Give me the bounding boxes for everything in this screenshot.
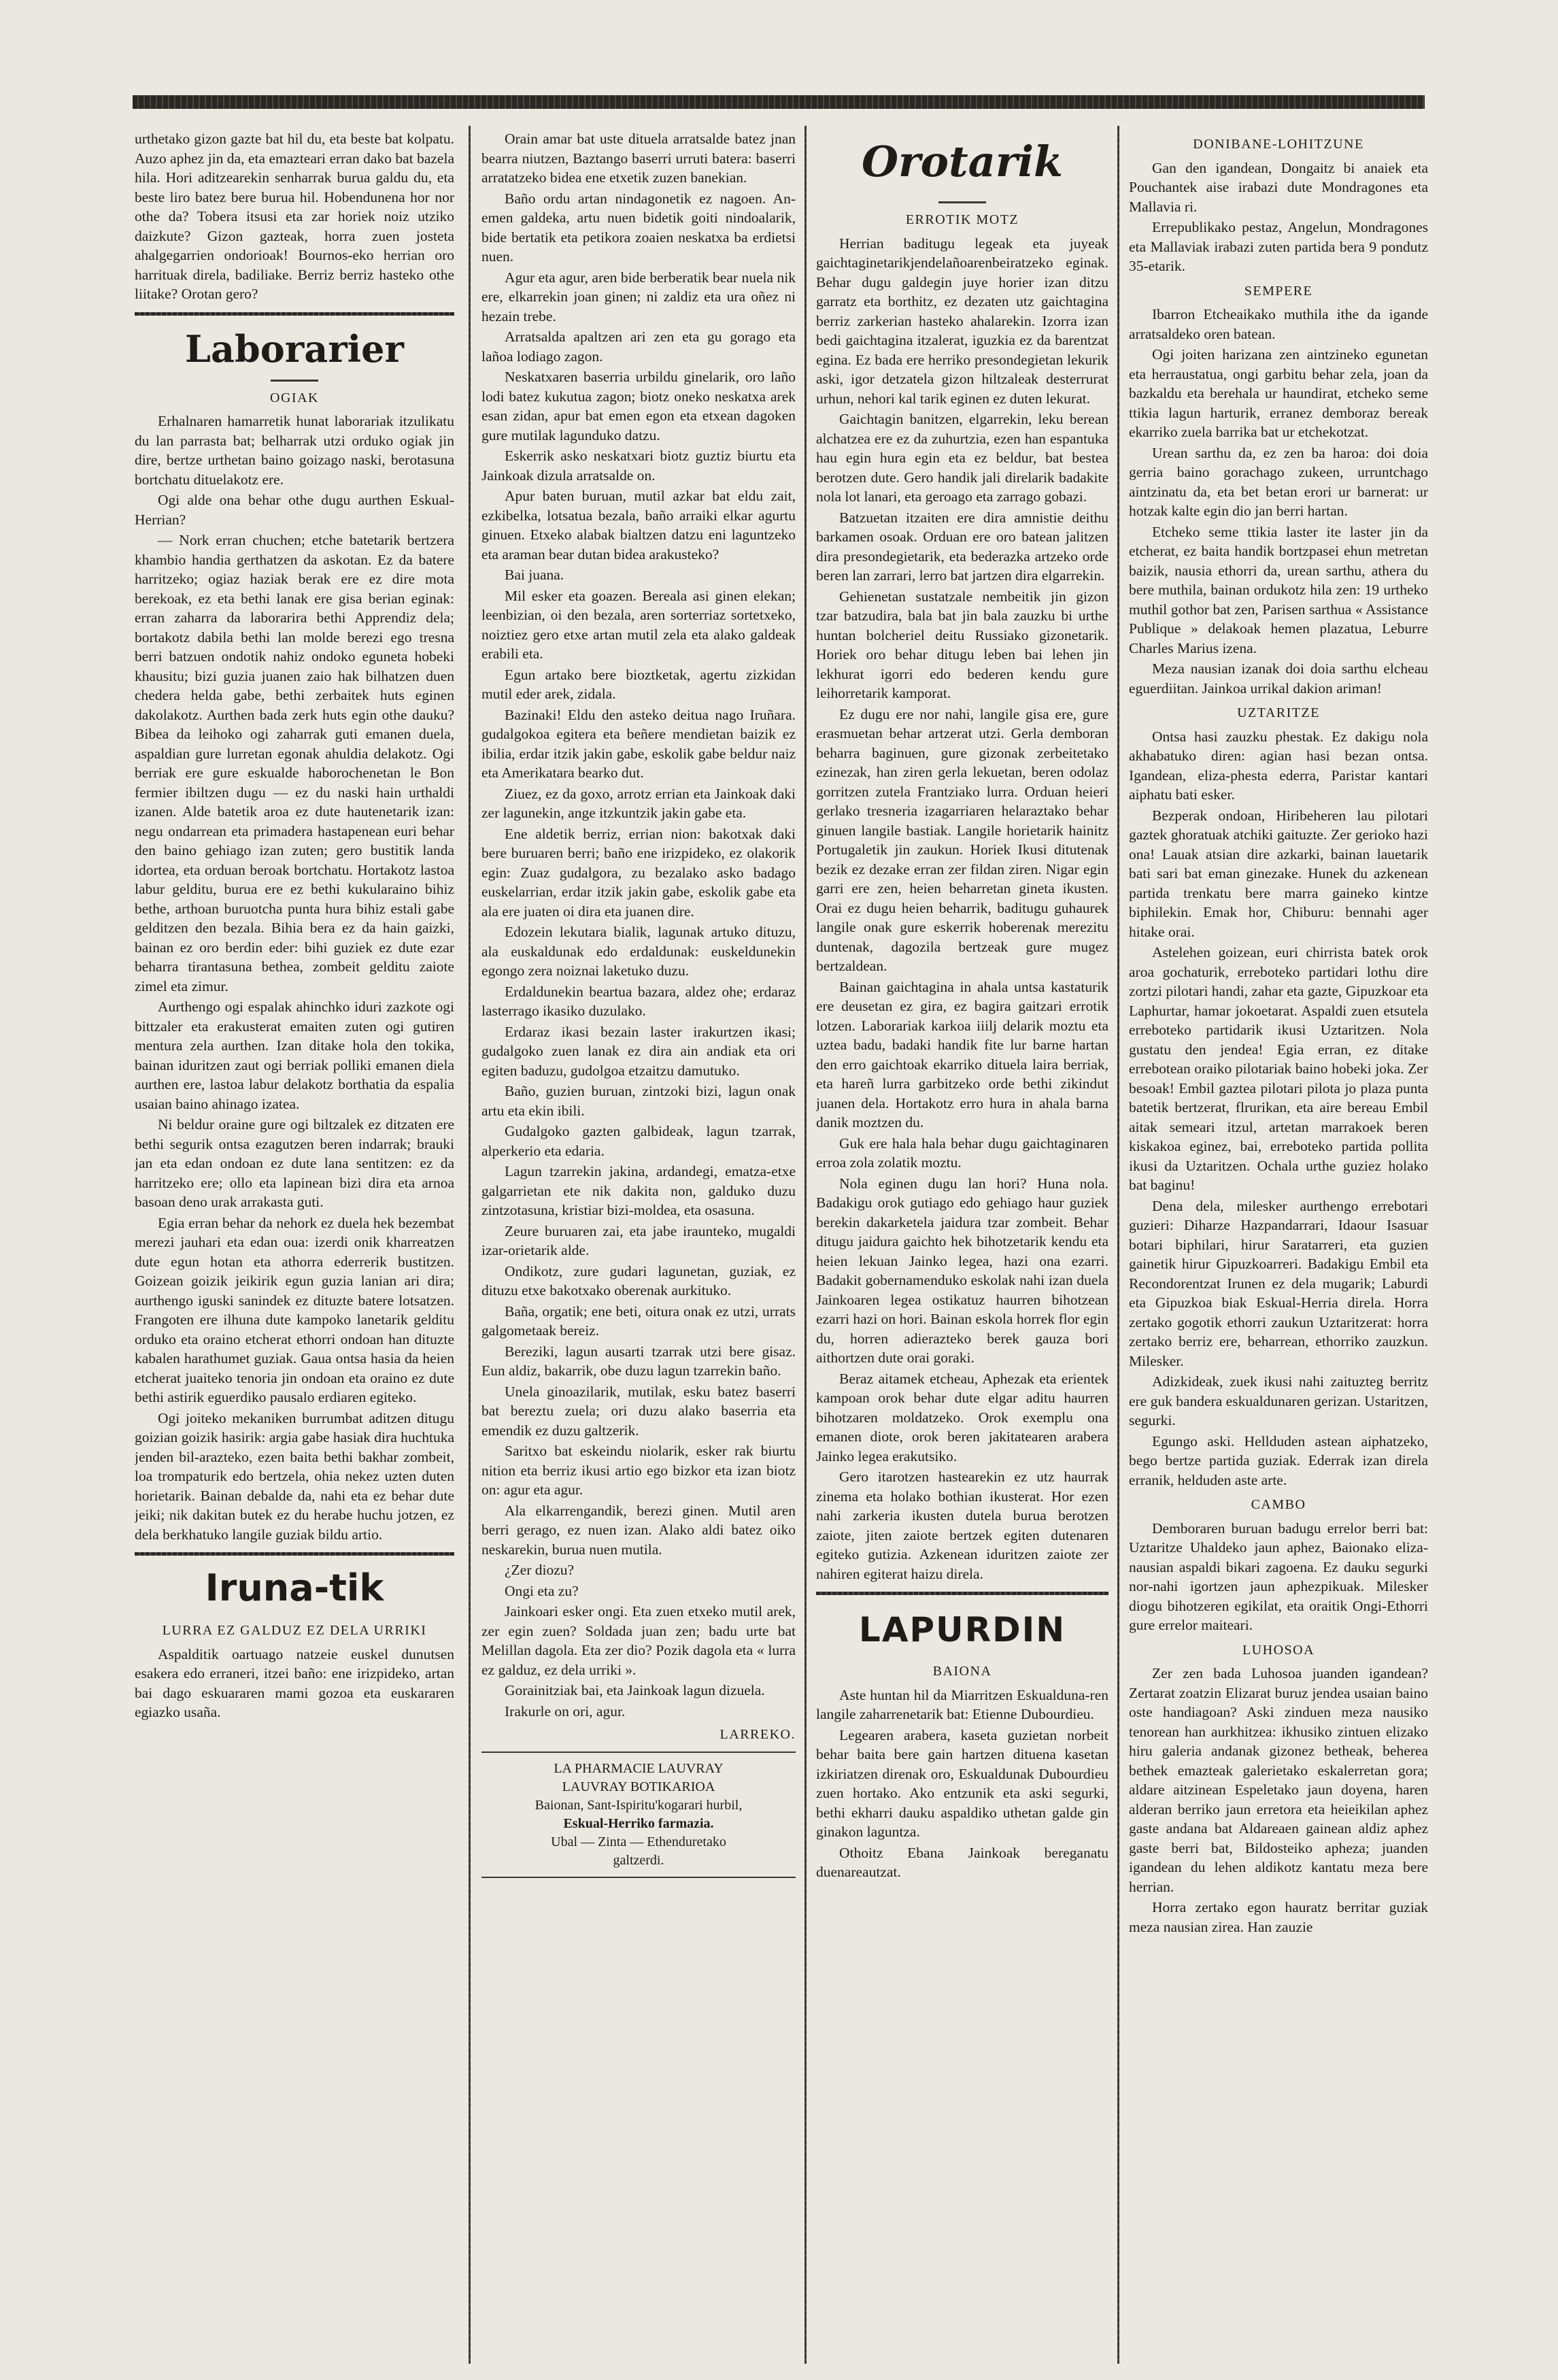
article-paragraph: Demboraren buruan badugu errelor berri bat: Uztaritze Uhaldeko jaun aphez, Baionako eliza-nausian aspaldi bikari zagoena. Ez dauku segurki nor-nahi igortzen jaun aphezpikuak. Milesker diogu bihotzeren egikilat, eta oraitik Ongi-Ethorri gure errelor maiteari. (1129, 1520, 1428, 1633)
ogiak-subheading: OGIAK (270, 390, 319, 405)
article-paragraph: Guk ere hala hala behar dugu gaichtaginaren erroa zola zolatik moztu. (816, 1135, 1108, 1171)
column-rule (469, 126, 471, 2364)
column-1 (135, 129, 454, 2367)
article-paragraph: Baño ordu artan nindagonetik ez nagoen. An-emen galdeka, artu nuen bidetik goiti nindoalarik, bide bertatik eta petikora zoaien neskatxa ba erdietsi nuen. (481, 190, 796, 265)
article-paragraph: Ogi joiteko mekaniken burrumbat aditzen ditugu goizian goizik hasirik: argia gabe hasiak dira huchtuka jenden bil-arazteko, ezen baita bethi bakhar zombeit, loa trompaturik edo bertzela, ohia nekez uzten duten horietarik. Bainan debalde da, nahi eta ez behar dute jeiki; nik dakitan butek ez du herabe huchu jotzen, ez dela berkhatuko langile guziak bildu artio. (135, 1409, 454, 1543)
article-paragraph: Arratsalda apaltzen ari zen eta gu gorago eta lañoa lodiago zagon. (481, 329, 796, 365)
article-paragraph: Ogi joiten harizana zen aintzineko egunetan eta herraustatua, ongi garbitu behar zela, joan da bazkaldu eta berehala ur haundirat, etcheko seme ttikia lagun harturik, erranez demboraz bereak ekarriko zuela barrika bat ur etchekotzat. (1129, 346, 1428, 440)
short-rule (938, 201, 986, 203)
article-paragraph: Nola eginen dugu lan hori? Huna nola. Badakigu orok gutiago edo gehiago haur guziek berekin dakarketela jaidura tzar zombeit. Behar ditugu jaidura gaichto hek bihotzetarik kendu eta heien lekuan Jainko legea, hazi ona ezarri. Badakit gobernamenduko eskolak nahi izan duela Jainkoaren legea ostikatuz haurren bihotzean ezarri hazi on hori. Bainan eskola horrek flor egin du, horren adierazteko berek gauza bori aithortzen dute orai goraki. (816, 1175, 1108, 1366)
article-paragraph: Legearen arabera, kaseta guzietan norbeit behar baita bere gain hartzen dituena kasetan izkiriatzen direnak oro, Eskualdunak Dubourdieu zuen hortako. Ako entzunik eta aski segurki, bethi ekharri dauku aspaldiko uthetan galde gin ginakon laguntza. (816, 1726, 1108, 1840)
pharmacy-advertisement (481, 1752, 796, 1878)
lapurdin-heading: LAPURDIN (858, 1610, 1066, 1649)
article-paragraph: Ogi alde ona behar othe dugu aurthen Eskual-Herrian? (135, 492, 454, 528)
article-paragraph: Egun artako bere bioztketak, agertu zizkidan mutil eder arek, zidala. (481, 666, 796, 702)
baiona-subheading: BAIONA (932, 1664, 992, 1679)
article-paragraph: Baña, orgatik; ene beti, oitura onak ez utzi, urrats galgometaak bereiz. (481, 1303, 796, 1339)
article-paragraph: Neskatxaren baserria urbildu ginelarik, oro laño lodi batez kukutua zagon; biotz oneko neskatxa arek esan zidan, apur bat emen egon eta etxean dagoken gure mutilak lagunduko datzu. (481, 369, 796, 443)
column-rule (805, 126, 807, 2364)
top-border-rule (133, 95, 1425, 109)
article-paragraph: Ala elkarrengandik, berezi ginen. Mutil aren berri gerago, ez nuen izan. Alako aldi batez oiko neskarekin, burua nuen mutila. (481, 1502, 796, 1558)
article-paragraph: Ondikotz, zure gudari lagunetan, guziak, ez dituzu etxe bakotxako oberenak aurkituko. (481, 1262, 796, 1298)
article-paragraph: Ez dugu ere nor nahi, langile gisa ere, gure erasmuetan behar artzerat utzi. Gerla demboran beharra baginuen, gure gizonak zerbeitetako ezinezak, han ziren gerla lekuetan, beren odolaz gorritzen zutela Frantziako lurra. Orduan heieri gerlako tresneria izagarriaren helaraztako behar ginuen langile bastiak. Langile horietarik hainitz Portugaletik jin zaukun. Horiek Ikusi ditutenak bezik ez dezake erran zer fildan ziren. Nigar egin garri ere zen, heien beharretan gineta ikusten. Orai ez dugu heien beharrik, baditugu guhaurek langile onak gure eskerrik hoberenak merezitu duntenak, dagozila bertzeak gure mugez bertzaldean. (816, 705, 1108, 974)
article-paragraph: Gehienetan sustatzale nembeitik jin gizon tzar batzudira, bala bat jin bala zauzku bi urthe huntan bolcheriel deitu Russiako gizonetarik. Horiek oro behar ditugu leben bai lehen jin lekhurat igorri edo bederen kendu gure leihorretarik kamporat. (816, 588, 1108, 701)
lurra-subheading: LURRA EZ GALDUZ EZ DELA URRIKI (162, 1623, 427, 1638)
section-divider (135, 312, 454, 316)
article-paragraph: Bereziki, lagun ausarti tzarrak utzi bere gisaz. Eun aldiz, bakarrik, obe duzu lagun tzarrekin baño. (481, 1343, 796, 1379)
article-paragraph: Agur eta agur, aren bide berberatik bear nuela nik ere, elkarrekin joan ginen; ni zaldiz eta ura oñez ni hezain trebe. (481, 269, 796, 324)
article-paragraph: Gan den igandean, Dongaitz bi anaiek eta Pouchantek aise irabazi dute Mondragones eta Mallavia ri. (1129, 159, 1428, 215)
article-paragraph: Edozein lekutara bialik, lagunak artuko dituzu, ala euskaldunak edo erdaldunak: euskeldunekin egongo zera noiznai laketuko duzu. (481, 924, 796, 979)
article-paragraph: Lagun tzarrekin jakina, ardandegi, ematza-etxe galgarrietan ete nik dakita non, galduko duzu zintzotasuna, kristiar bizi-moldea, eta osasuna. (481, 1163, 796, 1218)
ad-line: LAUVRAY BOTIKARIOA (562, 1779, 715, 1794)
article-paragraph: Aste huntan hil da Miarritzen Eskualduna-ren langile zaharrenetarik bat: Etienne Dubourdieu. (816, 1686, 1108, 1722)
article-paragraph: Ontsa hasi zauzku phestak. Ez dakigu nola akhabatuko diren: agian hasi bezan ontsa. Igandean, eliza-phesta ederra, Paristar kantari aiphatu bati esker. (1129, 728, 1428, 803)
section-divider (816, 1592, 1108, 1595)
article-paragraph: Bezperak ondoan, Hiribeheren lau pilotari gaztek ghoratuak atchiki gaituzte. Zer gerioko hazi ona! Lauak atsian dire azkarki, bainan lauetarik bati sari bat eman ginezake. Hunek du azkenean partida trenkatu bere marra gaineko kintze biphilekin. Emak hor, Chiburu: bennahi ager hitake orai. (1129, 807, 1428, 940)
uztaritze-subheading: UZTARITZE (1237, 705, 1320, 720)
author-signature: LARREKO. (719, 1727, 796, 1742)
article-paragraph: Zeure buruaren zai, eta jabe iraunteko, mugaldi izar-orietarik alde. (481, 1222, 796, 1258)
article-paragraph: Ibarron Etcheaikako muthila ithe da igande arratsaldeko oren batean. (1129, 306, 1428, 342)
short-rule (271, 380, 318, 382)
article-paragraph: Meza nausian izanak doi doia sarthu elcheau eguerdiitan. Jainkoa urrikal dakion ariman! (1129, 660, 1428, 697)
article-paragraph: Ziuez, ez da goxo, arrotz errian eta Jainkoak daki zer lagunekin, ange itzkuntzik jakin gabe eta. (481, 785, 796, 821)
article-paragraph: Othoitz Ebana Jainkoak bereganatu duenareautzat. (816, 1844, 1108, 1880)
article-paragraph: Gorainitziak bai, eta Jainkoak lagun dizuela. (505, 1682, 765, 1698)
column-rule (1117, 126, 1119, 2364)
article-paragraph: Egia erran behar da nehork ez duela hek bezembat merezi jauhari eta edan oua: izerdi onik kharreatzen dute egun hotan eta athorra ederrerik bustitzen. Goizean goizik jeikirik egun guzia lanian ari dira; aurthengo iguski sanindek ez dituzte batere lotsatzen. Frangoten ere ilhuna dute kampoko lanetarik gelditu orduko eta oraino etcherat ethorri ondoan han dituzte kabalen harathumet guziak. Gaua ontsa hasia da heien etcherat juaiteko tenoria jin ondoan eta oraino ez dute bethi astirik eguerdiko pausalo erdiaren egiteko. (135, 1214, 454, 1405)
article-paragraph: Aspalditik oartuago natzeie euskel dunutsen esakera edo erraneri, itzei baño: ene irizpideko, artan bai dago eskuararen mami gozoa eta euskararen egiazko usaña. (135, 1645, 454, 1720)
article-paragraph: Bazinaki! Eldu den asteko deitua nago Iruñara. gudalgokoa egitera eta beñere mendietan baizik ez ibilia, erdar itzik jakin gabe, eskolik gabe beldur naiz eta Amerikatara bearko dut. (481, 706, 796, 781)
section-divider (135, 1552, 454, 1556)
errotik-motz-subheading: ERROTIK MOTZ (905, 212, 1019, 227)
article-paragraph: Beraz aitamek etcheau, Aphezak eta erientek kampoan orok behar dute elgar aditu haurren bihotzaren moldatzeko. Orok exemplu ona emanen diote, orok beren jakitatearen arabera Jainko legea erakutsiko. (816, 1370, 1108, 1464)
article-paragraph: Jainkoari esker ongi. Eta zuen etxeko mutil arek, zer egin zuen? Soldada juan zen; badu urte bat Melillan dagola. Eta zer dio? Pozik dagola eta « lurra ez galduz, ez dela urriki ». (481, 1603, 796, 1678)
article-paragraph: Erhalnaren hamarretik hunat laborariak itzulikatu du lan parrasta bat; belharrak utzi orduko ogiak jin dire, bertze urthetan baino goizago naski, berotasuna bortchatu dituelakotz ere. (135, 413, 454, 488)
ad-line: LA PHARMACIE LAUVRAY (554, 1760, 724, 1776)
sempere-subheading: SEMPERE (1244, 283, 1313, 299)
article-paragraph: Errepublikako pestaz, Angelun, Mondragones eta Mallaviak irabazi zuten partida bera 9 pondutz 35-etarik. (1129, 219, 1428, 274)
luhosoa-subheading: LUHOSOA (1242, 1642, 1315, 1658)
article-paragraph: Zer zen bada Luhosoa juanden igandean? Zertarat zoatzin Elizarat buruz jendea usaian baino oste handiagoan? Aski zinduen meza nausiko tenorean han aurkhitzea: ikhusiko zintuen elizako hiru galeria andanak gizonez betheak, beherea bethek emazteak galerietako eskalerretan gora; aldare aitzinean Espeletako jaun doyena, haren alderan berriko jaun erretora eta heieikilan aphez gaste andana bat Aldareaen gainean aldiz aphez gaste berri bat, Bildosteiko apheza; juanden igandean du lehen aldikotz kantatu meza bere herrian. (1129, 1665, 1428, 1895)
column-2 (481, 129, 796, 2367)
article-paragraph: Adizkideak, zuek ikusi nahi zaituzteg berritz ere guk bandera eskualdunaren gerizan. Ustaritzen, segurki. (1129, 1373, 1428, 1428)
article-paragraph: Bai juana. (505, 567, 564, 583)
article-paragraph: Erdaldunekin beartua bazara, aldez ohe; erdaraz lasterrago ikasiko duzulako. (481, 983, 796, 1019)
column-4 (1129, 129, 1428, 2367)
article-paragraph: Ongi eta zu? (505, 1582, 579, 1599)
article-paragraph: Apur baten buruan, mutil azkar bat eldu zait, ezkibelka, lotsatua bezala, baño arraiki elkar agurtu ginuen. Etxeko alabak bialtzen datzu eni laguntzeko eta araman bear dutan bidea arakusteko? (481, 488, 796, 563)
ad-line: galtzerdi. (613, 1852, 664, 1868)
article-paragraph: ¿Zer diozu? (505, 1562, 575, 1578)
article-paragraph: Herrian baditugu legeak eta juyeak gaichtaginetarikjendelañoarenbeiratzeko eginak. Behar dugu galdegin juye horier izan ditzu garratz eta borthitz, ez dezaten utz gaichtagina berriz zarkerian hasteko ahalarekin. Izorra izan bedi gaichtagina itzalerat, iguzkia ez da barentzat egina. Ez bada ere herriko presondegietan lekurik aski, igor detzatela gizon hiltzaleak desterrurat urhun, nehori kal tarik eginen ez duten lekurat. (816, 235, 1108, 407)
cambo-subheading: CAMBO (1251, 1497, 1306, 1512)
iruna-tik-heading: Iruna-tik (205, 1566, 384, 1609)
ad-line: Eskual-Herriko farmazia. (563, 1815, 714, 1831)
article-paragraph: Urean sarthu da, ez zen ba haroa: doi doia gerria baino gorachago zukeen, urruntchago aintzinatu da, eta bet betan erori ur barnerat: ur hotzak kalte egin dio jan berri hartan. (1129, 444, 1428, 519)
orotarik-heading: Orotarik (861, 137, 1063, 186)
article-paragraph: Gaichtagin banitzen, elgarrekin, leku berean alchatzea ere ez da zuhurtzia, ezen han espantuka hau egin hura egin eta ez beldur, bat bestea berotzen dute. Gero handik jali direlarik badakite nola lot lanari, eta geroago eta zarrago gobazi. (816, 411, 1108, 505)
article-paragraph: Astelehen goizean, euri chirrista batek orok aroa gochaturik, errebotekо partidari lothu dire zortzi pilotari handi, zahar eta gazte, Gipuzkoar eta Laphurtar, hamar jokoetarat. Aspaldi zuen etsutela erreboteko partidarik ikusi Uztaritzen. Nola gustatu den jendea! Egia erran, ez ditake errebotean oraiko pilotariak baino hobeki joka. Zer besoak! Embil gaztea pilotari pilota jo plaza punta batetik bertzerat, flrurikan, eta aire bereau Embil aitak semeari itzul, artetan marrakoek beren kiskakoa eginez, bai, erreboteko partida pollita ikusi da Uztaritzen. Ochala urthe guziez holako bat baginu! (1129, 944, 1428, 1193)
article-paragraph: Aurthengo ogi espalak ahinchko iduri zazkote ogi bittzaler eta erakusterat emaiten zuten ogi gutiren mentura zela aurthen. Izan ditake hola den tokika, bainan iduritzen zaut ogi berriak polliki emanen diela aurthen ere, lastoa labur delakotz borthatia da espalia usaian baino ahinago izatea. (135, 999, 454, 1112)
article-paragraph: Dena dela, milesker aurthengo errebotari guzieri: Diharze Hazpandarrari, Idaour Isasuar botari biphilari, hirur Saratarreri, eta guzien gainetik hirur Gipuzkoarreri. Badakigu Embil eta Recondorentzat Irunen ez dela mugarik; Laburdi eta Gipuzkoa biak Eskual-Herria direla. Horra zertako gogotik ethorri zaukun Uztaritzerat: horra zertako berriz ere, beharrean, ethorriko zauzkun. Milesker. (1129, 1197, 1428, 1369)
article-paragraph: Bainan gaichtagina in ahala untsa kastaturik ere deusetan ez gira, ez bagira gaitzari errotik lotzen. Laborariak karkoa iiilj delarik moztu eta uztea badu, badaki handik fite lur barne hartan den erro gaichtoak ekarriko dituela laira berriak, eta hareñ lurra garbitzeko orde bethi zikindut juanen dela. Hortakotz erro hura in ahala barna danik moztzen du. (816, 978, 1108, 1130)
col1-intro-text: urthetako gizon gazte bat hil du, eta beste bat kolpatu. Auzo aphez jin da, eta emazteari erran dako bat bazela hila. Hori aditzearekin senharrak burua galdu du, eta beste liro batez bere burua hil. Hobendunena hor nor othe da? Tobera itsusi eta zar horiek noiz utziko daizkute? Gizon gazteak, horra zuen josteta ahalgegarrien ondorioak! Bournos-eko herrian oro harrituak direla, badiliake. Berriz berriz hasteko othe liitake? Orotan gero? (135, 131, 454, 302)
article-paragraph: Saritxo bat eskeindu niolarik, esker rak biurtu nition eta berriz ikusi artio ego bizkor eta izan biotz on: agur eta agur. (481, 1443, 796, 1498)
article-paragraph: Horra zertako egon hauratz berritar guziak meza nausian zirea. Han zauzie (1129, 1899, 1428, 1935)
column-3 (816, 129, 1108, 2367)
donibane-subheading: DONIBANE-LOHITZUNE (1193, 137, 1364, 152)
article-paragraph: Gero itarotzen hastearekin ez utz haurrak zinema eta holako bothian ikusterat. Hor ezen nahi zarkeria ikusten dutela burua berotzen zaiote, jiten zaiote bertzek egiten dutenaren egiteko gutizia. Azkenean iduritzen zaiote zer nahiren egiterat haizu direla. (816, 1469, 1108, 1582)
article-paragraph: Eskerrik asko neskatxari biotz guztiz biurtu eta Jainkoak dizula arratsalde on. (481, 448, 796, 484)
article-paragraph: Irakurle on ori, agur. (505, 1703, 626, 1720)
ad-line: Baionan, Sant-Ispiritu'kogarari hurbil, (535, 1797, 743, 1813)
article-paragraph: Ni beldur oraine gure ogi biltzalek ez ditzaten ere bethi segurik ontsa ezagutzen beren indarrak; brauki jan eta edan ondoan ez dute lana sentitzen: ez da harritzeko ere; ollo eta lapinean bizi dira eta arnoa basoan deno urak arrakasta guti. (135, 1116, 454, 1210)
laborarier-heading: Laborarier (185, 326, 404, 371)
article-paragraph: Orain amar bat uste dituela arratsalde batez jnan bearra niutzen, Baztango baserri urruti batera: baserri arratatzeko bidea ene etxetik zuzen banekian. (481, 131, 796, 186)
article-paragraph: Mil esker eta goazen. Bereala asi ginen elekan; leenbizian, oi den bezala, aren sorterriaz sortetxeko, noiztiez gero etxe artan mutil zela eta alako galdeak erabili eta. (481, 587, 796, 662)
article-paragraph: Etcheko seme ttikia laster ite laster jin da etcherat, ez baita handik bortzpasei ehun metretan baizik, nausia ethorri da, urean sarthu, athera du bere muthila, bainan ordukotz hila zen: 19 urtheko muthil gothor bat zen, Parisen sarthua « Assistance Publique » delakoak hemen plazatua, Leburre Charles Marius izena. (1129, 523, 1428, 656)
article-paragraph: Baño, guzien buruan, zintzoki bizi, lagun onak artu eta ekin ibili. (481, 1083, 796, 1119)
article-paragraph: Gudalgoko gazten galbideak, lagun tzarrak, alperkerio eta edaria. (481, 1123, 796, 1159)
ad-line: Ubal — Zinta — Ethenduretako (551, 1834, 726, 1849)
article-paragraph: Ene aldetik berriz, errian nion: bakotxak daki bere buruaren berri; baño ene irizpideko, ez olakorik egin: Zuaz gudalgora, zu bezalako asko badago euskelarrian, erdar itzik jakin gabe, eskolik gabe eta ala ere juaten oi dira eta juanen dire. (481, 825, 796, 920)
article-paragraph: — Nork erran chuchen; etche batetarik bertzera khambio handia gerthatzen da askotan. Ez da batere harritzeko; ogiaz haziak berak ere ez dire mota berekoak, ez eta bethi lanak ere gisa berian eginak: erran zaharra da laborarira bethi Apprendiz dela; bortakotz dabila bethi lan molde berezi ego tresna berri batzuen ondotik nahiz ondoko eguneta hobeki khausitu; bizi guzia juanen zaio hak bilhatzen duen chedera helda gabe, bethi zerbaitek huts eginen dakolakotz. Aurthen bada zerk huts egin othe dauku? Bibea da leihoko ogi zaharrak guti emanen duela, aspaldian gure lurretan egonak ahuldia delakotz. Ogi berriak ere gure eskualde haborochenetan le Bon fermier ibiltzen dugu — ez du naski hain urthaldi izanen. Alde batetik aroa ez dute hautenetarik izan: negu ondarrean eta primadera hastapenean euri behar den baino gehiago izan zuten; gero bustitik landa idortea, eta orduan beroak bortchatu. Hortakotz lastoa labur gelditu, burua ere ez bethi kukularaino bihiz bethe, arthoan buruotcha punta hura bihiz estali gabe gelditzen den bezala. Bihia bera ez da hain gaizki, bainan ez oro berdin eder: bihi guziek ez dute ezar beharra tirantasuna bethea, zombeit gelditu zaiote zimel eta zimur. (135, 532, 454, 994)
article-paragraph: Egungo aski. Hellduden astean aiphatzeko, bego bertze partida guziak. Ederrak izan direla erranik, helduden aste arte. (1129, 1432, 1428, 1488)
article-paragraph: Batzuetan itzaiten ere dira amnistie deithu barkamen osoak. Orduan ere oro batean jalitzen dira presondegietarik, eta bederazka artzeko orde beren lan zarrari, lerro bat jartzen dira elgarrekin. (816, 509, 1108, 584)
article-paragraph: Unela ginoazilarik, mutilak, esku batez baserri bat bereztu zuela; ori duzu alako baserria eta emendik ez duzu galtzerik. (481, 1383, 796, 1439)
article-paragraph: Erdaraz ikasi bezain laster irakurtzen ikasi; gudalgoko zuen lanak ez dira ain andiak eta ori egiten baduzu, gudolgoa etzaitzu damutuko. (481, 1023, 796, 1079)
